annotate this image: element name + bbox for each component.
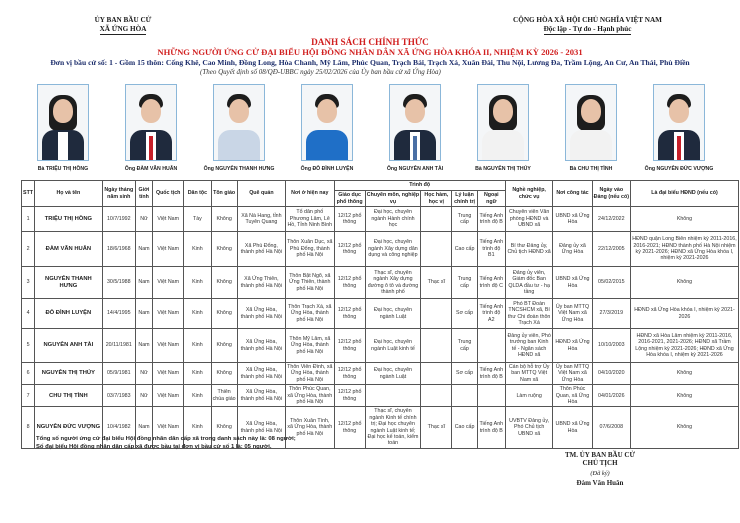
document-title: DANH SÁCH CHÍNH THỨC	[311, 37, 429, 47]
cell-stt: 7	[22, 385, 35, 407]
col-header-education-group: Trình độ	[334, 181, 505, 191]
cell-name: CHU THỊ TÌNH	[35, 385, 103, 407]
cell-dob: 20/11/1981	[102, 329, 135, 363]
cell-degree: Thạc sĩ	[421, 407, 452, 448]
cell-nationality: Việt Nam	[153, 363, 184, 385]
cell-stt: 4	[22, 299, 35, 329]
cell-workplace: UBND xã Ứng Hòa	[553, 207, 592, 232]
country-name: CỘNG HÒA XÃ HỘI CHỦ NGHĨA VIỆT NAM	[513, 16, 662, 24]
cell-ethnicity: Kinh	[184, 385, 211, 407]
cell-party-date: 07/6/2008	[592, 407, 630, 448]
cell-religion: Không	[211, 299, 237, 329]
cell-religion: Không	[211, 267, 237, 299]
candidate-photo-card	[111, 84, 191, 172]
cell-gender: Nữ	[135, 207, 152, 232]
cell-degree	[421, 232, 452, 267]
cell-specialty: Đại học, chuyên ngành Luật kinh tế	[365, 329, 420, 363]
cell-council: Không	[630, 363, 738, 385]
cell-specialty: Thạc sĩ, chuyên ngành Xây dựng đường ô tô và đường thành phố	[365, 267, 420, 299]
cell-council: Không	[630, 407, 738, 448]
table-row	[22, 329, 739, 363]
cell-dob: 18/6/1968	[102, 232, 135, 267]
cell-language: Tiếng Anh trình độ B1	[477, 232, 505, 267]
candidate-photo-card	[287, 84, 367, 172]
col-header-stt: STT	[22, 181, 35, 207]
candidate-photo	[389, 84, 441, 161]
cell-ethnicity: Kinh	[184, 299, 211, 329]
cell-hometown: Xã Ứng Thiên, thành phố Hà Nội	[237, 267, 285, 299]
photo-caption: Ông NGUYỄN ĐỨC VƯỢNG	[644, 166, 714, 172]
cell-degree	[421, 385, 452, 407]
signature-org: TM. ỦY BAN BẦU CỬ	[564, 451, 636, 459]
cell-hometown: Xã Ứng Hòa, thành phố Hà Nội	[237, 329, 285, 363]
cell-religion: Không	[211, 363, 237, 385]
candidate-photo	[477, 84, 529, 161]
cell-specialty: Đại học, chuyên ngành Luật	[365, 299, 420, 329]
cell-council: Không	[630, 207, 738, 232]
cell-council: HĐND xã Ứng Hòa khóa I, nhiệm kỳ 2021-2026	[630, 299, 738, 329]
cell-hometown: Xã Ứng Hòa, thành phố Hà Nội	[237, 299, 285, 329]
cell-politics: Trung cấp	[452, 329, 477, 363]
candidate-photo	[37, 84, 89, 161]
cell-hometown: Xã Nà Hang, tỉnh Tuyên Quang	[237, 207, 285, 232]
cell-degree	[421, 299, 452, 329]
authority-line-2: XÃ ỨNG HÒA	[99, 25, 147, 33]
cell-language: Tiếng Anh trình độ C	[477, 267, 505, 299]
document-title-block	[0, 37, 740, 77]
cell-politics: Sơ cấp	[452, 363, 477, 385]
cell-nationality: Việt Nam	[153, 207, 184, 232]
candidate-photo	[565, 84, 617, 161]
col-header-name: Họ và tên	[35, 181, 103, 207]
col-header-language: Ngoại ngữ	[477, 191, 505, 207]
cell-religion: Không	[211, 329, 237, 363]
cell-religion: Không	[211, 407, 237, 448]
photo-caption: Bà TRIỆU THỊ HỒNG	[37, 166, 89, 172]
cell-hometown: Xã Ứng Hòa, thành phố Hà Nội	[237, 407, 285, 448]
cell-specialty: Đại học, chuyên ngành Luật	[365, 363, 420, 385]
issuing-authority	[68, 16, 178, 35]
col-header-dob: Ngày tháng năm sinh	[102, 181, 135, 207]
summary-total-candidates: Tổng số người ứng cử đại biểu Hội đồng nhân dân cấp xã trong danh sách này là: 08 người;	[36, 436, 296, 442]
cell-residence: Thôn Viên Đình, xã Ứng Hòa, thành phố Hà Nội	[287, 364, 333, 383]
cell-council: HĐND xã Hòa Lâm nhiệm kỳ 2011-2016, 2016-2021, 2021-2026; HĐND xã Trầm Lộng nhiệm kỳ 2021-2026; HĐND xã Ứng Hòa khóa I, nhiệm kỳ 2021-2026	[630, 329, 738, 363]
cell-party-date: 04/01/2026	[592, 385, 630, 407]
cell-gender: Nam	[135, 299, 152, 329]
cell-ethnicity: Kinh	[184, 407, 211, 448]
cell-occupation: Chuyên viên Văn phòng HĐND và UBND xã	[505, 207, 552, 232]
candidate-photo-card	[375, 84, 455, 172]
table-row	[22, 363, 739, 385]
cell-politics: Trung cấp	[452, 267, 477, 299]
cell-occupation: Đảng ủy viên, Giám đốc Ban QLDA đầu tư - hạ tầng	[505, 267, 552, 299]
cell-degree	[421, 207, 452, 232]
table-row	[22, 207, 739, 232]
signature-status: (Đã ký)	[590, 470, 610, 477]
cell-workplace: UBND xã Ứng Hòa	[553, 407, 592, 448]
national-motto	[500, 16, 675, 35]
col-header-residence: Nơi ở hiện nay	[286, 181, 334, 207]
cell-name: ĐỖ ĐÌNH LUYỆN	[35, 299, 103, 329]
motto: Độc lập - Tự do - Hạnh phúc	[543, 25, 632, 33]
cell-party-date: 04/10/2020	[592, 363, 630, 385]
cell-stt: 6	[22, 363, 35, 385]
candidate-photo-card	[199, 84, 279, 172]
col-header-occupation: Nghề nghiệp, chức vụ	[505, 181, 552, 207]
candidate-photo	[125, 84, 177, 161]
cell-dob: 03/7/1983	[102, 385, 135, 407]
cell-degree	[421, 363, 452, 385]
cell-nationality: Việt Nam	[153, 299, 184, 329]
col-header-politics: Lý luận chính trị	[452, 191, 477, 207]
cell-nationality: Việt Nam	[153, 267, 184, 299]
col-header-party-date: Ngày vào Đảng (nếu có)	[592, 181, 630, 207]
authority-line-1: ỦY BAN BẦU CỬ	[94, 16, 152, 24]
signature-title: CHỦ TỊCH	[582, 459, 618, 467]
table-row	[22, 267, 739, 299]
cell-dob: 10/7/1992	[102, 207, 135, 232]
cell-stt: 2	[22, 232, 35, 267]
cell-religion: Không	[211, 232, 237, 267]
cell-occupation: Bí thư Đảng ủy, Chủ tịch HĐND xã	[505, 232, 552, 267]
cell-nationality: Việt Nam	[153, 407, 184, 448]
candidate-photo	[653, 84, 705, 161]
candidate-table	[21, 180, 739, 449]
cell-residence: Thôn Trạch Xá, xã Ứng Hòa, thành phố Hà Nội	[286, 299, 334, 329]
cell-name: NGUYỄN THỊ THÚY	[35, 363, 103, 385]
cell-ethnicity: Tày	[184, 207, 211, 232]
cell-occupation: Cán bộ hỗ trợ Ủy ban MTTQ Việt Nam xã	[505, 363, 552, 385]
cell-hometown: Xã Ứng Hòa, thành phố Hà Nội	[237, 363, 285, 385]
cell-residence: Thôn Phúc Quan, xã Ứng Hòa, thành phố Hà Nội	[287, 386, 333, 406]
cell-name: ĐÀM VĂN HUÂN	[35, 232, 103, 267]
cell-gender: Nam	[135, 232, 152, 267]
summary-seats: Số đại biểu Hội đồng nhân dân cấp xã được bầu tại đơn vị bầu cử số 1 là: 05 người.	[36, 444, 272, 450]
cell-dob: 14/4/1995	[102, 299, 135, 329]
col-header-council: Là đại biểu HĐND (nếu có)	[630, 181, 738, 207]
cell-general-edu: 12/12 phổ thông	[334, 299, 365, 329]
cell-specialty: Đại học, chuyên ngành Hành chính học	[365, 207, 420, 232]
cell-language: Tiếng Anh trình độ B	[477, 363, 505, 385]
cell-specialty: Thạc sĩ, chuyên ngành Kinh tế chính trị; Đại học chuyên ngành Luật kinh tế; Đại học kế toán, kiểm toán	[365, 407, 420, 448]
col-header-nationality: Quốc tịch	[153, 181, 184, 207]
col-header-specialty: Chuyên môn, nghiệp vụ	[366, 192, 420, 205]
cell-nationality: Việt Nam	[153, 232, 184, 267]
cell-party-date: 05/02/2015	[592, 267, 630, 299]
cell-ethnicity: Kinh	[184, 267, 211, 299]
cell-dob: 10/4/1982	[102, 407, 135, 448]
document-subtitle: NHỮNG NGƯỜI ỨNG CỬ ĐẠI BIỂU HỘI ĐỒNG NHÂN DÂN XÃ ỨNG HÒA KHÓA II, NHIỆM KỲ 2026 - 2031	[157, 47, 583, 57]
cell-specialty	[365, 385, 420, 407]
cell-residence: Thôn Mỹ Lâm, xã Ứng Hòa, thành phố Hà Nội	[286, 329, 334, 363]
candidate-photo-card	[639, 84, 719, 172]
cell-gender: Nữ	[135, 385, 152, 407]
cell-council: HĐND quận Long Biên nhiệm kỳ 2011-2016, 2016-2021; HĐND thành phố Hà Nội nhiệm kỳ 2021-2026; HĐND xã Ứng Hòa khóa I, nhiệm kỳ 2021-2026	[630, 232, 738, 267]
photo-caption: Ông ĐỖ ĐÌNH LUYỆN	[300, 166, 354, 172]
cell-hometown: Xã Phù Đổng, thành phố Hà Nội	[237, 232, 285, 267]
col-header-religion: Tôn giáo	[211, 181, 237, 207]
cell-general-edu: 12/12 phổ thông	[334, 363, 365, 385]
cell-occupation: Đảng ủy viên, Phó trưởng ban Kinh tế - Ngân sách HĐND xã	[505, 329, 552, 363]
cell-politics	[452, 385, 477, 407]
col-header-ethnicity: Dân tộc	[184, 181, 211, 207]
cell-workplace: HĐND xã Ứng Hòa	[553, 329, 592, 363]
cell-dob: 05/9/1981	[102, 363, 135, 385]
cell-party-date: 27/3/2019	[592, 299, 630, 329]
cell-gender: Nữ	[135, 363, 152, 385]
cell-general-edu: 12/12 phổ thông	[334, 385, 365, 407]
cell-workplace: Đảng ủy xã Ứng Hòa	[553, 232, 592, 267]
cell-language: Tiếng Anh trình độ B	[477, 207, 505, 232]
col-header-degree: Học hàm, học vị	[421, 191, 452, 207]
candidate-photo-card	[463, 84, 543, 172]
cell-party-date: 10/10/2003	[592, 329, 630, 363]
photo-caption: Bà NGUYỄN THỊ THÚY	[475, 166, 531, 172]
cell-stt: 5	[22, 329, 35, 363]
cell-degree: Thạc sĩ	[421, 267, 452, 299]
candidate-photo	[301, 84, 353, 161]
cell-politics: Cao cấp	[452, 407, 477, 448]
cell-degree	[421, 329, 452, 363]
cell-hometown: Xã Ứng Hòa, thành phố Hà Nội	[237, 385, 285, 407]
cell-ethnicity: Kinh	[184, 363, 211, 385]
cell-name: NGUYỄN ANH TÀI	[35, 329, 103, 363]
table-row	[22, 299, 739, 329]
col-header-gender: Giới tính	[135, 181, 152, 207]
cell-name: NGUYỄN ĐỨC VƯỢNG	[35, 407, 103, 448]
cell-stt: 1	[22, 207, 35, 232]
cell-language	[477, 385, 505, 407]
candidate-photos	[0, 84, 740, 176]
signature-block	[540, 451, 660, 488]
cell-occupation: UVBTV Đảng ủy, Phó Chủ tịch UBND xã	[505, 407, 552, 448]
cell-residence: Tổ dân phố Phương Lâm, Lê Hồ, Tỉnh Ninh Bình	[286, 207, 334, 232]
cell-residence: Thôn Bặt Ngõ, xã Ứng Thiên, thành phố Hà Nội	[286, 267, 334, 299]
cell-religion: Không	[211, 207, 237, 232]
cell-council: Không	[630, 267, 738, 299]
cell-residence: Thôn Xuân Dục, xã Phù Đổng, thành phố Hà Nội	[286, 232, 334, 267]
candidate-photo-card	[551, 84, 631, 172]
table-row	[22, 385, 739, 407]
decision-note: (Theo Quyết định số 08/QĐ-UBBC ngày 25/02/2026 của Ủy ban bầu cử xã Ứng Hòa)	[200, 68, 441, 76]
cell-general-edu: 12/12 phổ thông	[334, 207, 365, 232]
cell-politics: Sơ cấp	[452, 299, 477, 329]
cell-party-date: 22/12/2005	[592, 232, 630, 267]
cell-specialty: Đại học, chuyên ngành Xây dựng dân dụng và công nghiệp	[365, 232, 420, 267]
cell-workplace: Ủy ban MTTQ Việt Nam xã Ứng Hòa	[553, 363, 592, 385]
col-header-general-edu: Giáo dục phổ thông	[334, 191, 365, 207]
cell-religion: Thiên chúa giáo	[211, 385, 237, 407]
cell-politics: Trung cấp	[452, 207, 477, 232]
photo-caption: Bà CHU THỊ TÌNH	[569, 166, 613, 172]
cell-nationality: Việt Nam	[153, 385, 184, 407]
cell-occupation: Làm ruộng	[505, 385, 552, 407]
cell-dob: 30/5/1988	[102, 267, 135, 299]
cell-ethnicity: Kinh	[184, 329, 211, 363]
cell-general-edu: 12/12 phổ thông	[334, 232, 365, 267]
cell-politics: Cao cấp	[452, 232, 477, 267]
cell-language: Tiếng Anh trình độ A2	[477, 299, 505, 329]
summary-block	[36, 435, 296, 451]
cell-party-date: 24/12/2022	[592, 207, 630, 232]
cell-council: Không	[630, 385, 738, 407]
photo-caption: Ông ĐÀM VĂN HUÂN	[124, 166, 178, 172]
cell-workplace: Thôn Phúc Quan, xã Ứng Hòa	[553, 385, 592, 407]
cell-stt: 3	[22, 267, 35, 299]
cell-occupation: Phó BT Đoàn TNCSHCM xã, Bí thư Chi đoàn thôn Trạch Xá	[505, 299, 552, 329]
cell-stt: 8	[22, 407, 35, 448]
cell-workplace: Ủy ban MTTQ Việt Nam xã Ứng Hòa	[553, 299, 592, 329]
cell-general-edu: 12/12 phổ thông	[334, 329, 365, 363]
cell-nationality: Việt Nam	[153, 329, 184, 363]
candidate-photo	[213, 84, 265, 161]
cell-language	[477, 329, 505, 363]
cell-name: TRIỆU THỊ HỒNG	[35, 207, 103, 232]
candidate-photo-card	[23, 84, 103, 172]
cell-ethnicity: Kinh	[184, 232, 211, 267]
col-header-workplace: Nơi công tác	[553, 181, 592, 207]
cell-general-edu: 12/12 phổ thông	[334, 267, 365, 299]
table-row	[22, 232, 739, 267]
cell-workplace: UBND xã Ứng Hòa	[553, 267, 592, 299]
cell-general-edu: 12/12 phổ thông	[334, 407, 365, 448]
signatory-name: Đàm Văn Huân	[576, 479, 624, 487]
cell-gender: Nam	[135, 267, 152, 299]
cell-language: Tiếng Anh trình độ B	[477, 407, 505, 448]
cell-gender: Nam	[135, 329, 152, 363]
cell-gender: Nam	[135, 407, 152, 448]
col-header-hometown: Quê quán	[237, 181, 285, 207]
photo-caption: Ông NGUYỄN ANH TÀI	[386, 166, 444, 172]
cell-name: NGUYỄN THANH HƯNG	[35, 267, 103, 299]
electoral-unit: Đơn vị bầu cử số: 1 - Gồm 15 thôn: Cống Khê, Cao Minh, Đồng Long, Hòa Chanh, Mỹ Lâm, Phúc Quan, Trạch Bái, Trạch Xá, Xuân Đài, Thu Nội, Lương Đa, Trầm Lộng, An Cư, An Thái, Phù Điền	[50, 58, 690, 67]
cell-residence: Thôn Xuân Tình, xã Ứng Hòa, thành phố Hà Nội	[286, 407, 334, 448]
photo-caption: Ông NGUYỄN THANH HƯNG	[203, 166, 275, 172]
